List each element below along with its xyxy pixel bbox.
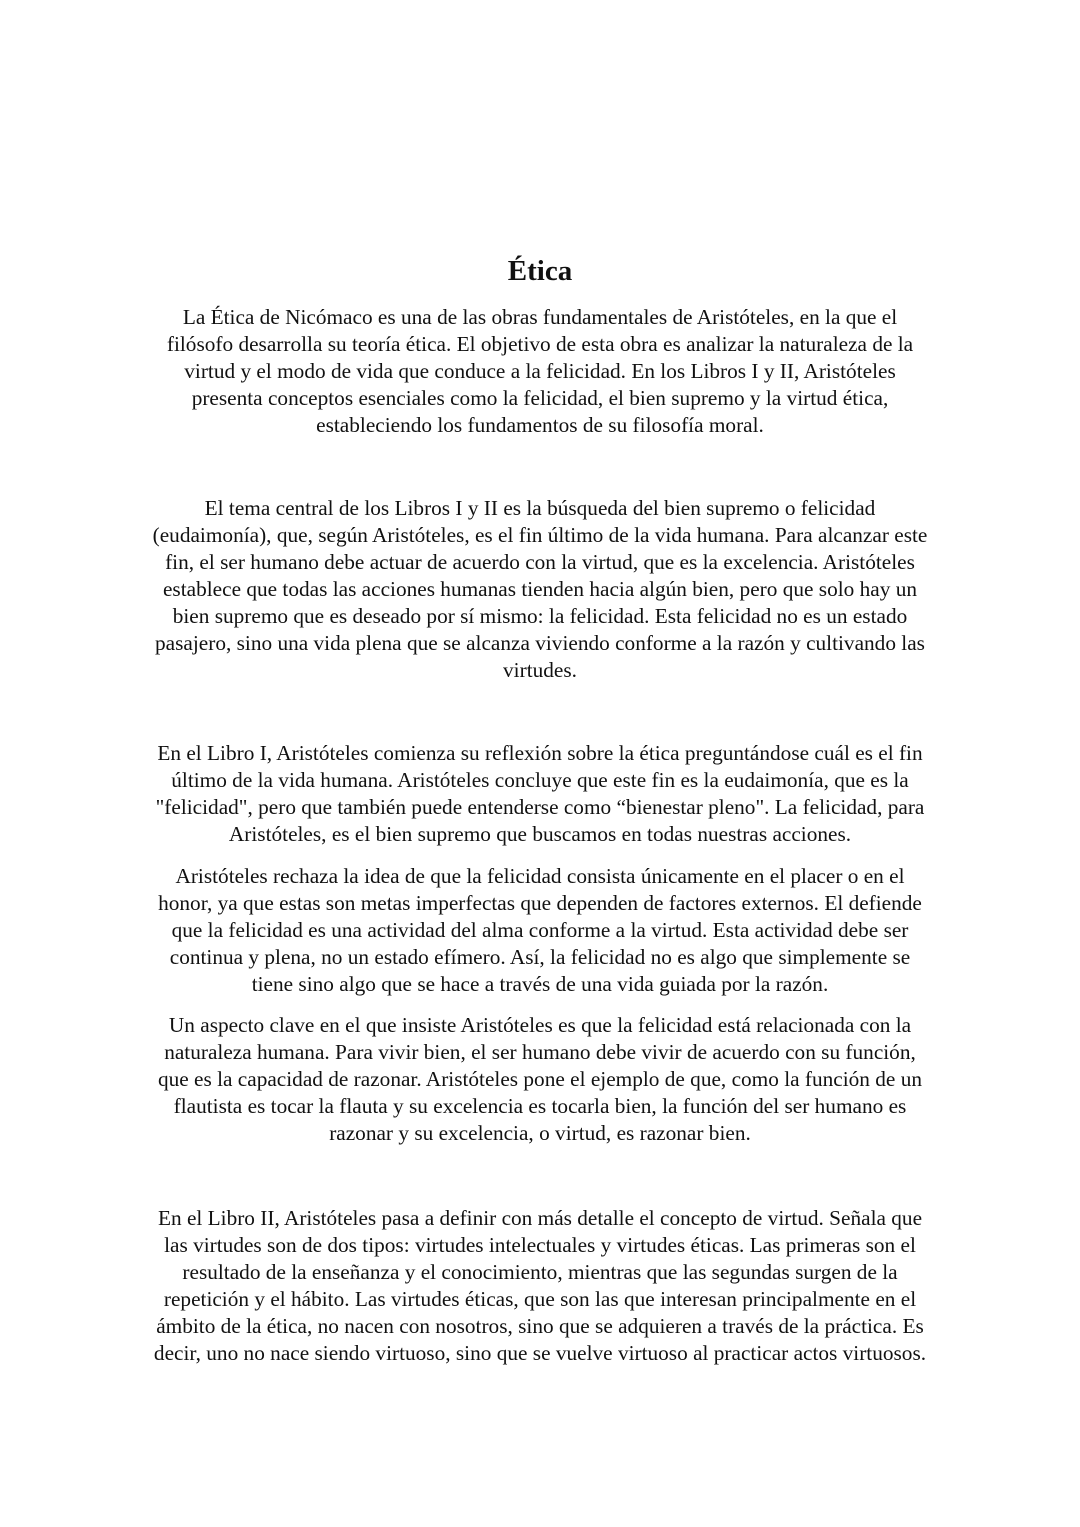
page-title: Ética: [507, 255, 573, 287]
paragraph-placer-honor: Aristóteles rechaza la idea de que la felicidad consista únicamente en el placer o en el honor, ya que estas son metas imperfectas que dependen de factores externos. El defiende que la felicidad es una actividad del alma conforme a la virtud. Esta actividad debe ser continua y plena, no un estado efímero. Así, la felicidad no es algo que simplemente se tiene sino algo que se hace a través de una vida guiada por la razón.: [158, 864, 922, 996]
paragraph-libro-2: En el Libro II, Aristóteles pasa a definir con más detalle el concepto de virtud. Señala que las virtudes son de dos tipos: virtudes intelectuales y virtudes éticas. Las primeras son el resultado de la enseñanza y el conocimiento, mientras que las segundas surgen de la repetición y el hábito. Las virtudes éticas, que son las que interesan principalmente en el ámbito de la ética, no nacen con nosotros, sino que se adquieren a través de la práctica. Es decir, uno no nace siendo virtuoso, sino que se vuelve virtuoso al practicar actos virtuosos.: [153, 1206, 927, 1365]
paragraph-intro: La Ética de Nicómaco es una de las obras fundamentales de Aristóteles, en la que el filósofo desarrolla su teoría ética. El objetivo de esta obra es analizar la naturaleza de la virtud y el modo de vida que conduce a la felicidad. En los Libros I y II, Aristóteles presenta conceptos esenciales como la felicidad, el bien supremo y la virtud ética, estableciendo los fundamentos de su filosofía moral.: [166, 305, 914, 437]
paragraph-libro-1: En el Libro I, Aristóteles comienza su reflexión sobre la ética preguntándose cuál es el fin último de la vida humana. Aristóteles concluye que este fin es la eudaimonía, que es la "felicidad", pero que también puede entenderse como “bienestar pleno". La felicidad, para Aristóteles, es el bien supremo que buscamos en todas nuestras acciones.: [155, 741, 925, 846]
paragraph-central-theme: El tema central de los Libros I y II es la búsqueda del bien supremo o felicidad (eudaimonía), que, según Aristóteles, es el fin último de la vida humana. Para alcanzar este fin, el ser humano debe actuar de acuerdo con la virtud, que es la excelencia. Aristóteles establece que todas las acciones humanas tienden hacia algún bien, pero que solo hay un bien supremo que es deseado por sí mismo: la felicidad. Esta felicidad no es un estado pasajero, sino una vida plena que se alcanza viviendo conforme a la razón y cultivando las virtudes.: [152, 496, 928, 682]
paragraph-funcion-humana: Un aspecto clave en el que insiste Aristóteles es que la felicidad está relacionada con la naturaleza humana. Para vivir bien, el ser humano debe vivir de acuerdo con su función, que es la capacidad de razonar. Aristóteles pone el ejemplo de que, como la función de un flautista es tocar la flauta y su excelencia es tocarla bien, la función del ser humano es razonar y su excelencia, o virtud, es razonar bien.: [157, 1013, 923, 1145]
